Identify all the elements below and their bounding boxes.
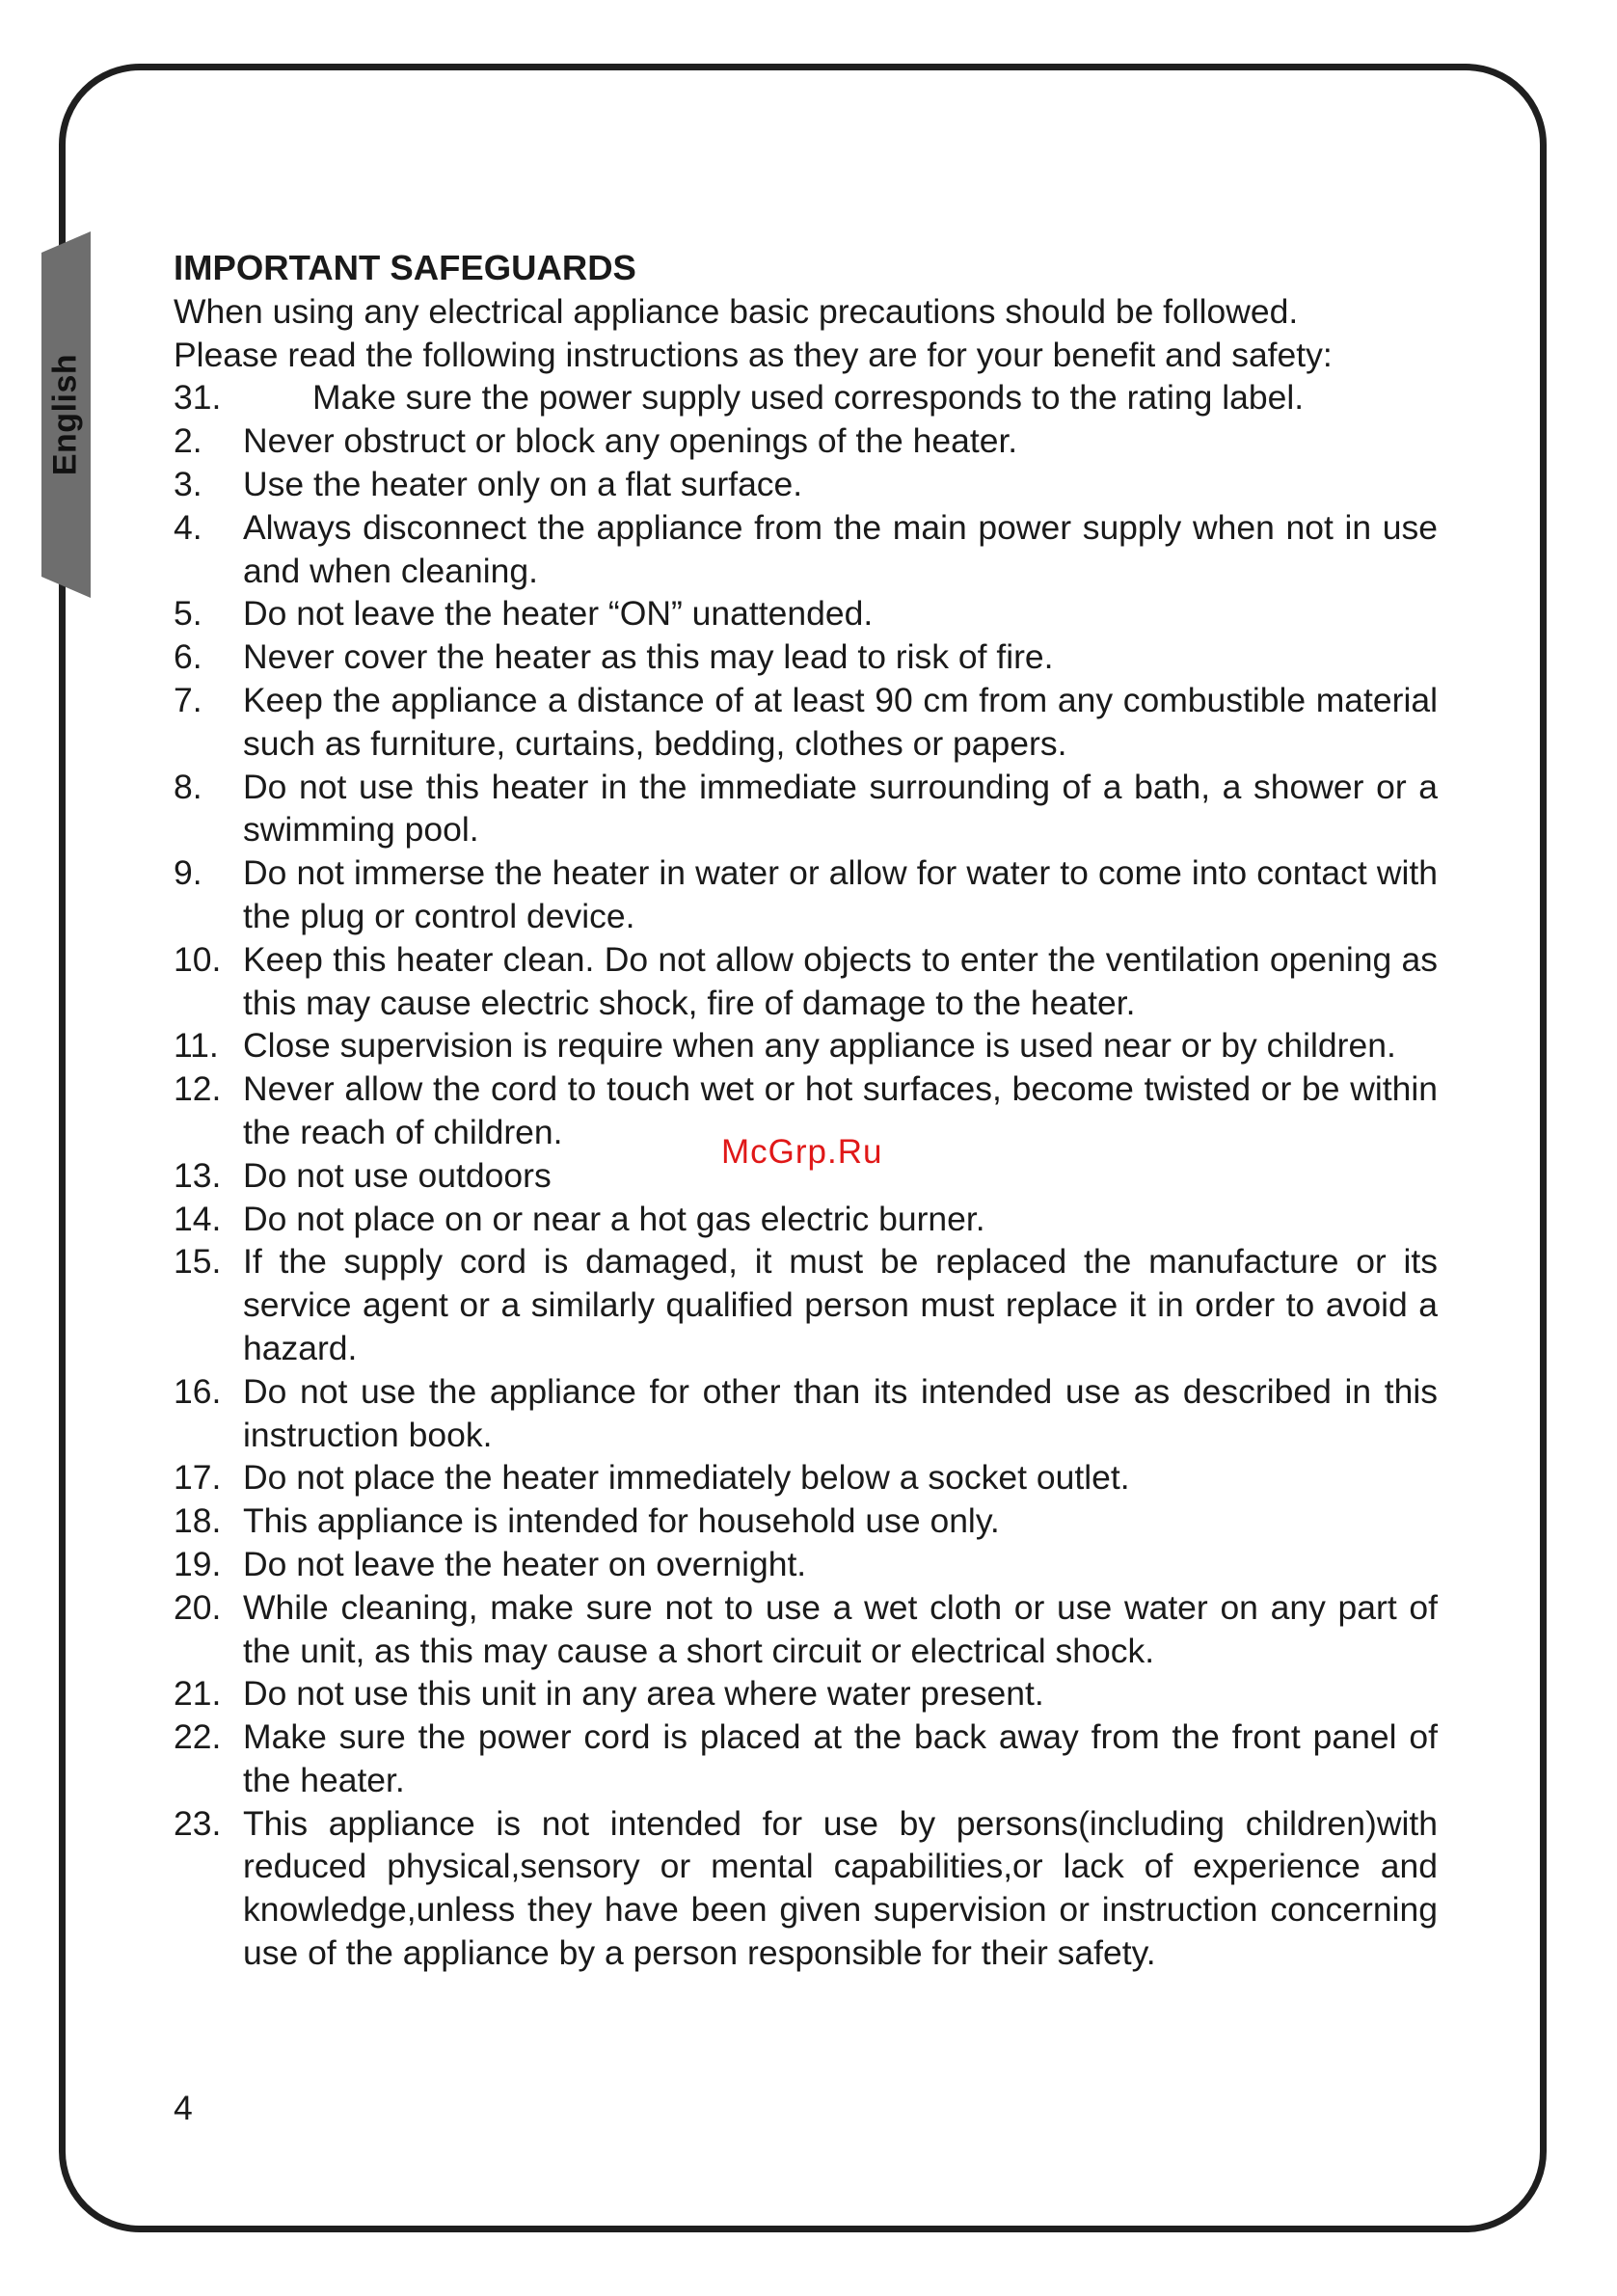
safeguard-list (174, 376, 1438, 1974)
item-text: Do not leave the heater “ON” unattended. (243, 594, 874, 634)
item-number: 14. (174, 1199, 222, 1238)
item-text: Do not use the appliance for other than its intended use as described in this instruction book. (243, 1371, 1438, 1454)
item-number: 22. (174, 1717, 222, 1757)
item-number: 11. (174, 1026, 219, 1066)
list-item (174, 463, 1438, 506)
list-item (174, 938, 1438, 1025)
item-text: Do not immerse the heater in water or allow for water to come into contact with the plug or control device. (243, 853, 1438, 935)
item-text: Do not place on or near a hot gas electric burner. (243, 1199, 985, 1238)
list-item (174, 1198, 1438, 1241)
list-item (174, 1370, 1438, 1457)
item-number: 16. (174, 1371, 222, 1411)
item-text: Never cover the heater as this may lead to risk of fire. (243, 637, 1054, 677)
item-text: Do not use this heater in the immediate surrounding of a bath, a shower or a swimming pool. (243, 767, 1438, 850)
list-item (174, 1499, 1438, 1543)
item-text: Do not place the heater immediately below a socket outlet. (243, 1458, 1130, 1498)
item-number: 5. (174, 594, 202, 634)
list-item (174, 1240, 1438, 1369)
list-item (174, 506, 1438, 593)
language-label: English (46, 353, 84, 476)
item-text: If the supply cord is damaged, it must be replaced the manufacture or its service agent or a similarly qualified person must replace it in order to avoid a hazard. (243, 1242, 1438, 1367)
intro-line-1: When using any electrical appliance basic precautions should be followed. (174, 291, 1299, 331)
item-text: Always disconnect the appliance from the main power supply when not in use and when cleaning. (243, 507, 1438, 590)
list-item (174, 1802, 1438, 1975)
item-number: 3. (174, 464, 202, 503)
item-number: 21. (174, 1674, 222, 1714)
item-text: Never obstruct or block any openings of the heater. (243, 421, 1018, 461)
item-text: Keep this heater clean. Do not allow objects to enter the ventilation opening as this may cause electric shock, fire of damage to the heater. (243, 939, 1438, 1022)
list-item (174, 376, 1438, 419)
item-number: 18. (174, 1501, 222, 1541)
item-number: 4. (174, 507, 202, 547)
list-item (174, 1586, 1438, 1673)
list-item (174, 679, 1438, 766)
item-number: 7. (174, 680, 202, 719)
item-number: 8. (174, 767, 202, 806)
item-number: 15. (174, 1242, 222, 1282)
item-number: 2. (174, 421, 202, 461)
item-number: 31. (174, 378, 222, 418)
item-text: Close supervision is require when any appliance is used near or by children. (243, 1026, 1396, 1066)
list-item (174, 419, 1438, 463)
list-item (174, 851, 1438, 938)
item-text: Do not leave the heater on overnight. (243, 1544, 807, 1583)
item-text: Make sure the power supply used corresponds to the rating label. (312, 378, 1305, 418)
item-text: Do not use outdoors (243, 1155, 552, 1195)
list-item (174, 592, 1438, 635)
item-number: 19. (174, 1544, 222, 1583)
page-number: 4 (174, 2089, 193, 2127)
item-number: 23. (174, 1803, 222, 1843)
item-text: Keep the appliance a distance of at least 90 cm from any combustible material such as furniture, curtains, bedding, clothes or papers. (243, 680, 1438, 763)
item-number: 9. (174, 853, 202, 893)
item-text: Make sure the power cord is placed at the back away from the front panel of the heater. (243, 1717, 1438, 1799)
safeguards-section (174, 247, 1438, 1975)
intro-line-2: Please read the following instructions as they are for your benefit and safety: (174, 335, 1333, 374)
item-number: 17. (174, 1458, 222, 1498)
item-number: 10. (174, 939, 222, 979)
item-text: This appliance is intended for household use only. (243, 1501, 1000, 1541)
list-item (174, 1456, 1438, 1499)
item-number: 12. (174, 1069, 222, 1109)
item-text: This appliance is not intended for use by persons(including children)with reduced physical,sensory or mental capabilities,or lack of experience and knowledge,unless they have been given supervision or instruction concerning use of the appliance by a person responsible for their safety. (243, 1803, 1438, 1973)
list-item (174, 635, 1438, 679)
item-text: Never allow the cord to touch wet or hot surfaces, become twisted or be within the reach of children. (243, 1069, 1438, 1151)
list-item (174, 1543, 1438, 1586)
item-text: Do not use this unit in any area where water present. (243, 1674, 1044, 1714)
item-number: 6. (174, 637, 202, 677)
item-text: Use the heater only on a flat surface. (243, 464, 803, 503)
item-text: While cleaning, make sure not to use a wet cloth or use water on any part of the unit, as this may cause a short circuit or electrical shock. (243, 1587, 1438, 1670)
list-item (174, 1715, 1438, 1802)
list-item (174, 1672, 1438, 1715)
item-number: 13. (174, 1155, 222, 1195)
watermark: McGrp.Ru (721, 1133, 883, 1171)
list-item (174, 1024, 1438, 1067)
section-heading: IMPORTANT SAFEGUARDS (174, 248, 636, 287)
list-item (174, 766, 1438, 852)
item-number: 20. (174, 1587, 222, 1627)
